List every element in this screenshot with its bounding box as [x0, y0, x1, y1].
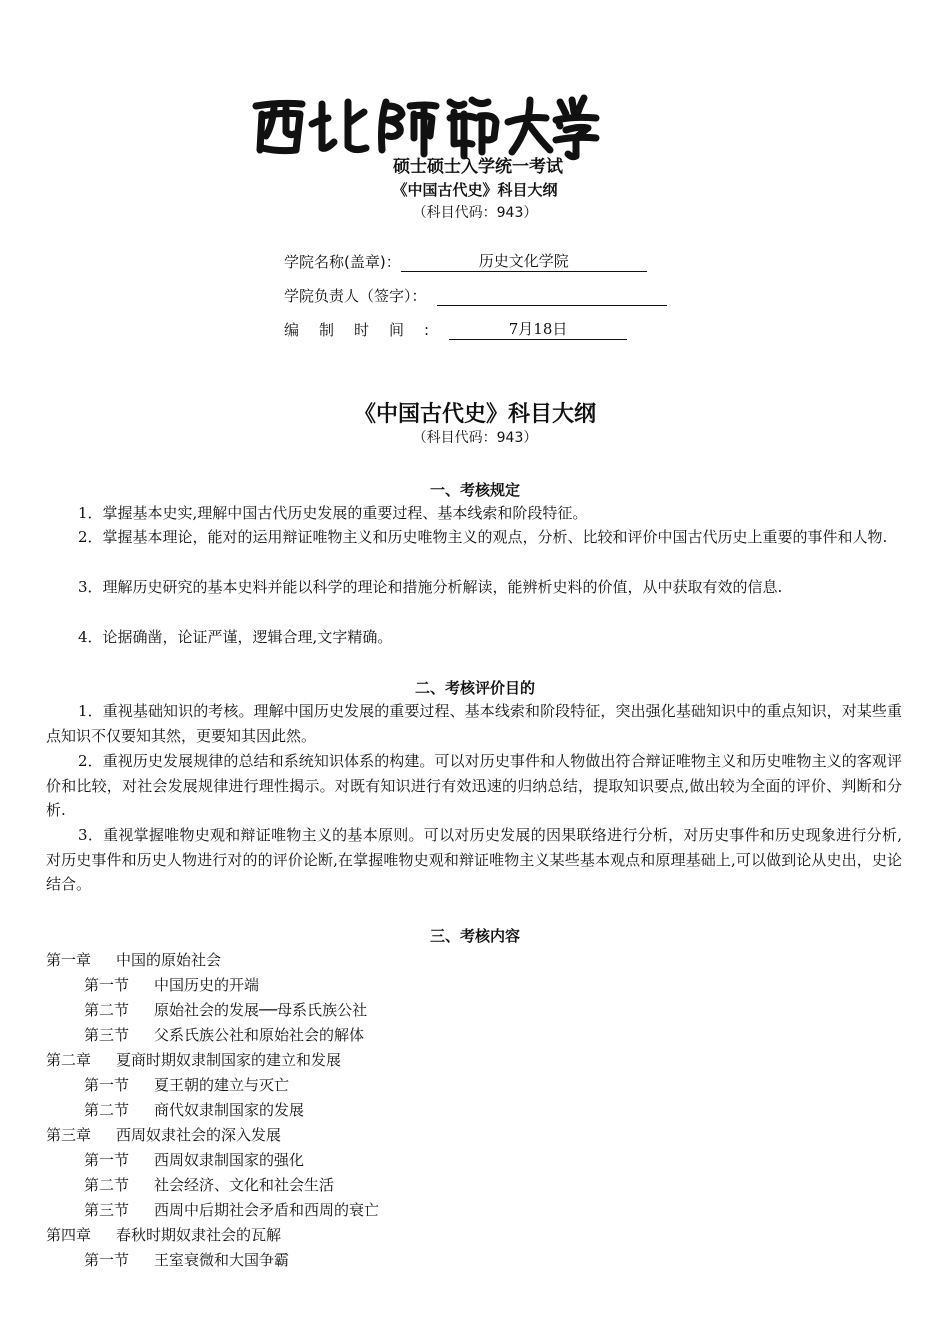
- outline-number: 第一节: [84, 1076, 130, 1094]
- outline-number: 第二节: [84, 1101, 130, 1119]
- outline-section: [84, 1024, 364, 1045]
- outline-title: 夏王朝的建立与灭亡: [154, 1076, 290, 1094]
- outline-title: 西周中后期社会矛盾和西周的衰亡: [154, 1201, 380, 1219]
- outline-title: 中国的原始社会: [116, 951, 222, 969]
- college-head-label: 学院负责人（签字）：: [284, 287, 427, 305]
- outline-title: 社会经济、文化和社会生活: [154, 1176, 335, 1194]
- outline-chapter: [46, 1224, 281, 1245]
- outline-title: 父系氏族公社和原始社会的解体: [154, 1026, 365, 1044]
- outline-section: [84, 1174, 334, 1195]
- outline-number: 第三节: [84, 1201, 130, 1219]
- outline-section: [84, 1199, 379, 1220]
- paragraph: 3．重视掌握唯物史观和辩证唯物主义的基本原则。可以对历史发展的因果联络进行分析，对历史事件和历史现象进行分析,对历史事件和历史人物进行对的的评价论断,在掌握唯物史观和辩证唯物主义某些基本观点和原理基础上,可以做到论从史出，史论结合。: [46, 826, 902, 893]
- cover-subject-code: （科目代码：943）: [412, 205, 538, 221]
- outline-section: [84, 974, 259, 995]
- outline-number: 第一节: [84, 976, 130, 994]
- paragraph: 3．理解历史研究的基本史料并能以科学的理论和措施分析解读，能辨析史料的价值，从中获取有效的信息.: [78, 578, 783, 596]
- section-heading: 一、考核规定: [429, 481, 520, 499]
- paragraph: 2．掌握基本理论，能对的运用辩证唯物主义和历史唯物主义的观点，分析、比较和评价中国古代历史上重要的事件和人物.: [78, 528, 888, 546]
- outline-chapter: [46, 1049, 341, 1070]
- outline-title: 王室衰微和大国争霸: [154, 1251, 290, 1269]
- outline-title: 原始社会的发展──母系氏族公社: [154, 1001, 368, 1019]
- paragraph: 4．论据确凿，论证严谨，逻辑合理,文字精确。: [78, 628, 393, 646]
- outline-section: [84, 1074, 289, 1095]
- outline-title: 西周奴隶制国家的强化: [154, 1151, 305, 1169]
- subject-code: （科目代码：943）: [412, 430, 538, 446]
- compile-date-field[interactable]: 7月18日: [449, 319, 627, 340]
- compile-date-row: [284, 318, 627, 340]
- outline-title: 夏商时期奴隶制国家的建立和发展: [116, 1051, 342, 1069]
- paragraph: 1．重视基础知识的考核。理解中国历史发展的重要过程、基本线索和阶段特征，突出强化基础知识中的重点知识，对某些重点知识不仅要知其然，更要知其因此然。: [46, 702, 902, 745]
- college-head-row: [284, 284, 667, 306]
- outline-title: 西周奴隶社会的深入发展: [116, 1126, 282, 1144]
- outline-section: [84, 999, 367, 1020]
- outline-number: 第四章: [46, 1226, 92, 1244]
- outline-number: 第二节: [84, 1001, 130, 1019]
- section-heading: 二、考核评价目的: [414, 679, 535, 697]
- paragraph: 1．掌握基本史实,理解中国古代历史发展的重要过程、基本线索和阶段特征。: [78, 504, 588, 522]
- outline-section: [84, 1149, 304, 1170]
- outline-chapter: [46, 1124, 281, 1145]
- outline-number: 第二章: [46, 1051, 92, 1069]
- outline-title: 春秋时期奴隶社会的瓦解: [116, 1226, 282, 1244]
- college-head-signature-field[interactable]: [437, 285, 667, 306]
- outline-title: 中国历史的开端: [154, 976, 260, 994]
- outline-number: 第二节: [84, 1176, 130, 1194]
- paragraph: 2．重视历史发展规律的总结和系统知识体系的构建。可以对历史事件和人物做出符合辩证唯物主义和历史唯物主义的客观评价和比较，对社会发展规律进行理性揭示。对既有知识进行有效迅速的归纳总结，提取知识要点,做出较为全面的评价、判断和分析.: [46, 752, 902, 819]
- outline-number: 第三章: [46, 1126, 92, 1144]
- outline-number: 第一章: [46, 951, 92, 969]
- college-name-row: [284, 250, 647, 272]
- college-name-field[interactable]: 历史文化学院: [401, 251, 647, 272]
- outline-chapter: [46, 949, 221, 970]
- outline-number: 第一节: [84, 1251, 130, 1269]
- outline-section: [84, 1249, 289, 1270]
- college-name-label: 学院名称(盖章)：: [284, 253, 401, 271]
- outline-title: 商代奴隶制国家的发展: [154, 1101, 305, 1119]
- cover-subject-title: 《中国古代史》科目大纲: [392, 181, 558, 199]
- outline-section: [84, 1099, 304, 1120]
- exam-title: 硕士硕士入学统一考试: [393, 157, 563, 177]
- compile-date-label: 编制时间:: [284, 321, 450, 339]
- section-heading: 三、考核内容: [429, 927, 520, 945]
- outline-number: 第一节: [84, 1151, 130, 1169]
- page-title: 《中国古代史》科目大纲: [353, 401, 596, 427]
- outline-number: 第三节: [84, 1026, 130, 1044]
